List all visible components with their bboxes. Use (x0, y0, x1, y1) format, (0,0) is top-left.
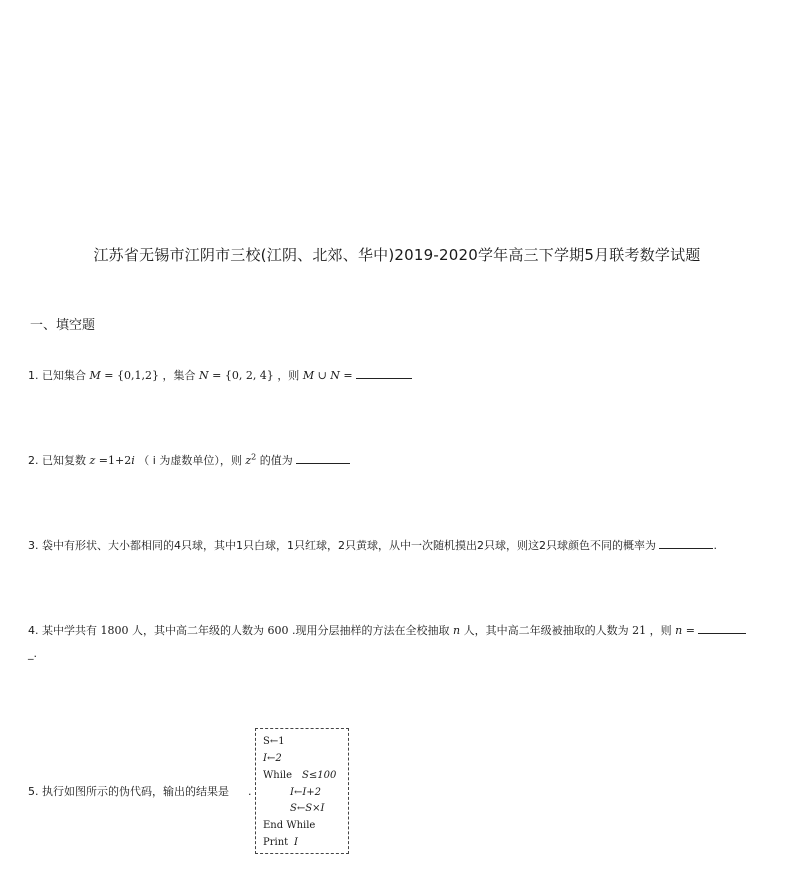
question-3 (28, 537, 717, 553)
q1-union-expression: M ∪ N (302, 369, 340, 382)
q1-equals: = (104, 369, 114, 382)
q3-text: 3. 袋中有形状、大小都相同的4只球，其中1只白球，1只红球，2只黄球，从中一次随机摸出2只球，则这2只球颜色不同的概率为 (28, 539, 656, 552)
q4-part-4: ，则 (649, 624, 672, 637)
code-line-1: S←1 (263, 736, 285, 747)
q5-period: . (248, 785, 252, 798)
document-title: 江苏省无锡市江阴市三校(江阴、北郊、华中)2019-2020学年高三下学期5月联考数学试题 (93, 246, 701, 264)
code-line-6: End While (263, 820, 316, 831)
q4-n-symbol: n (453, 624, 461, 637)
code-line-4: I←I+2 (290, 787, 322, 798)
q2-equation: =1+2 (98, 454, 132, 467)
q4-n-symbol-2: n (675, 624, 683, 637)
q1-equals-2: = (212, 369, 222, 382)
q2-parenthetical: （ i 为虚数单位），则 (138, 454, 242, 467)
q2-exponent: 2 (251, 452, 257, 462)
code-line-3-condition: S≤100 (302, 770, 337, 781)
code-line-7-keyword: Print (263, 837, 289, 848)
answer-blank[interactable] (356, 367, 412, 379)
code-line-5: S←S×I (290, 803, 325, 814)
q1-set-m-symbol: M (89, 369, 101, 382)
q4-part-3: 人，其中高二年级被抽取的人数为 (463, 624, 629, 637)
q4-continuation: _. (28, 647, 37, 660)
q1-set-n-value: {0, 2, 4} (224, 369, 274, 382)
q3-period: . (713, 539, 717, 552)
q4-drawn-count: 21 (632, 624, 647, 637)
q5-text: 5. 执行如图所示的伪代码，输出的结果是 (28, 785, 229, 798)
q2-lead: 2. 已知复数 (28, 454, 86, 467)
question-2 (28, 452, 350, 468)
q4-lead: 4. 某中学共有 (28, 624, 97, 637)
question-4 (28, 622, 746, 638)
q1-then: ，则 (277, 369, 300, 382)
section-heading: 一、填空题 (30, 318, 96, 333)
q1-equals-3: = (343, 369, 353, 382)
q4-part-1: 人，其中高二年级的人数为 (132, 624, 264, 637)
q2-z-squared: z (245, 454, 252, 467)
q4-grade2-count: 600 (267, 624, 289, 637)
q4-equals: = (685, 624, 695, 637)
q1-lead: 1. 已知集合 (28, 369, 86, 382)
q2-tail: 的值为 (259, 454, 293, 467)
q4-part-2: .现用分层抽样的方法在全校抽取 (292, 624, 450, 637)
code-line-7-variable: I (294, 837, 298, 848)
q4-total: 1800 (100, 624, 129, 637)
q1-set-m-value: {0,1,2} (116, 369, 159, 382)
question-1 (28, 367, 412, 383)
code-line-2: I←2 (263, 753, 282, 764)
pseudocode-box (255, 728, 349, 854)
answer-blank[interactable] (659, 537, 713, 549)
q1-set-n-symbol: N (198, 369, 209, 382)
code-line-3-keyword: While (263, 770, 293, 781)
q2-i-symbol: i (131, 454, 135, 467)
q1-mid: ，集合 (162, 369, 196, 382)
answer-blank[interactable] (296, 452, 350, 464)
question-5 (28, 783, 252, 799)
q2-z-symbol: z (89, 454, 96, 467)
answer-blank[interactable] (698, 622, 746, 634)
